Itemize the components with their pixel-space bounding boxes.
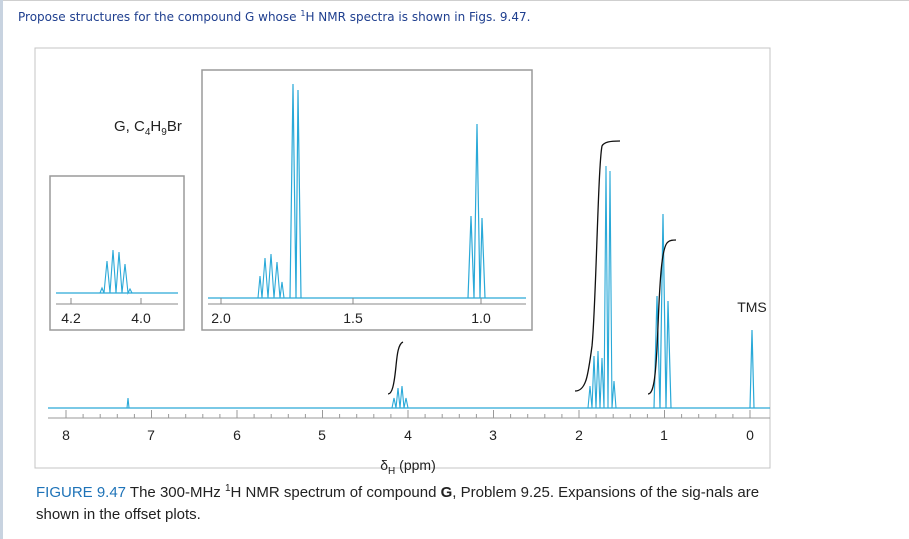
caption-text: , Problem 9.25. Expansions of the sig-nals are shown in the offset plots.: [36, 484, 760, 523]
x-tick-label: 3: [489, 427, 497, 443]
figure-number: FIGURE 9.47: [36, 484, 127, 501]
figure-caption: [36, 478, 766, 526]
question-text: [18, 9, 530, 24]
nmr-spectrum-chart: [30, 46, 780, 476]
compound-name: G: [440, 484, 453, 501]
x-tick-label: 5: [318, 427, 326, 443]
inset-large-tick-label: 1.0: [471, 310, 491, 326]
question-prefix: Propose structures for the compound G whose: [18, 10, 301, 24]
x-tick-label: 1: [660, 427, 668, 443]
x-tick-label: 2: [575, 427, 583, 443]
x-tick-label: 0: [746, 427, 754, 443]
caption-superscript: 1: [224, 483, 231, 494]
caption-text: The 300-MHz: [126, 484, 225, 501]
tms-label: TMS: [737, 299, 767, 315]
inset-small: [50, 176, 184, 330]
inset-large-frame: [202, 70, 532, 330]
question-suffix: H NMR spectra is shown in Figs. 9.47.: [305, 10, 531, 24]
inset-small-tick-label: 4.0: [131, 310, 151, 326]
top-border: [0, 0, 909, 1]
inset-small-frame: [50, 176, 184, 330]
left-accent-bar: [0, 0, 3, 539]
compound-formula: G, $C_4H_9Br$: [114, 118, 182, 138]
x-axis-label: $\delta_H$ (ppm): [380, 457, 436, 476]
nmr-figure: [30, 46, 780, 526]
x-tick-label: 7: [147, 427, 155, 443]
inset-large-tick-label: 2.0: [211, 310, 231, 326]
question-superscript: 1: [300, 9, 306, 18]
inset-small-tick-label: 4.2: [61, 310, 81, 326]
inset-large-tick-label: 1.5: [343, 310, 363, 326]
x-tick-label: 6: [233, 427, 241, 443]
x-tick-label: 8: [62, 427, 70, 443]
inset-large: [202, 70, 532, 330]
x-tick-label: 4: [404, 427, 412, 443]
caption-text: H NMR spectrum of compound: [230, 484, 441, 501]
